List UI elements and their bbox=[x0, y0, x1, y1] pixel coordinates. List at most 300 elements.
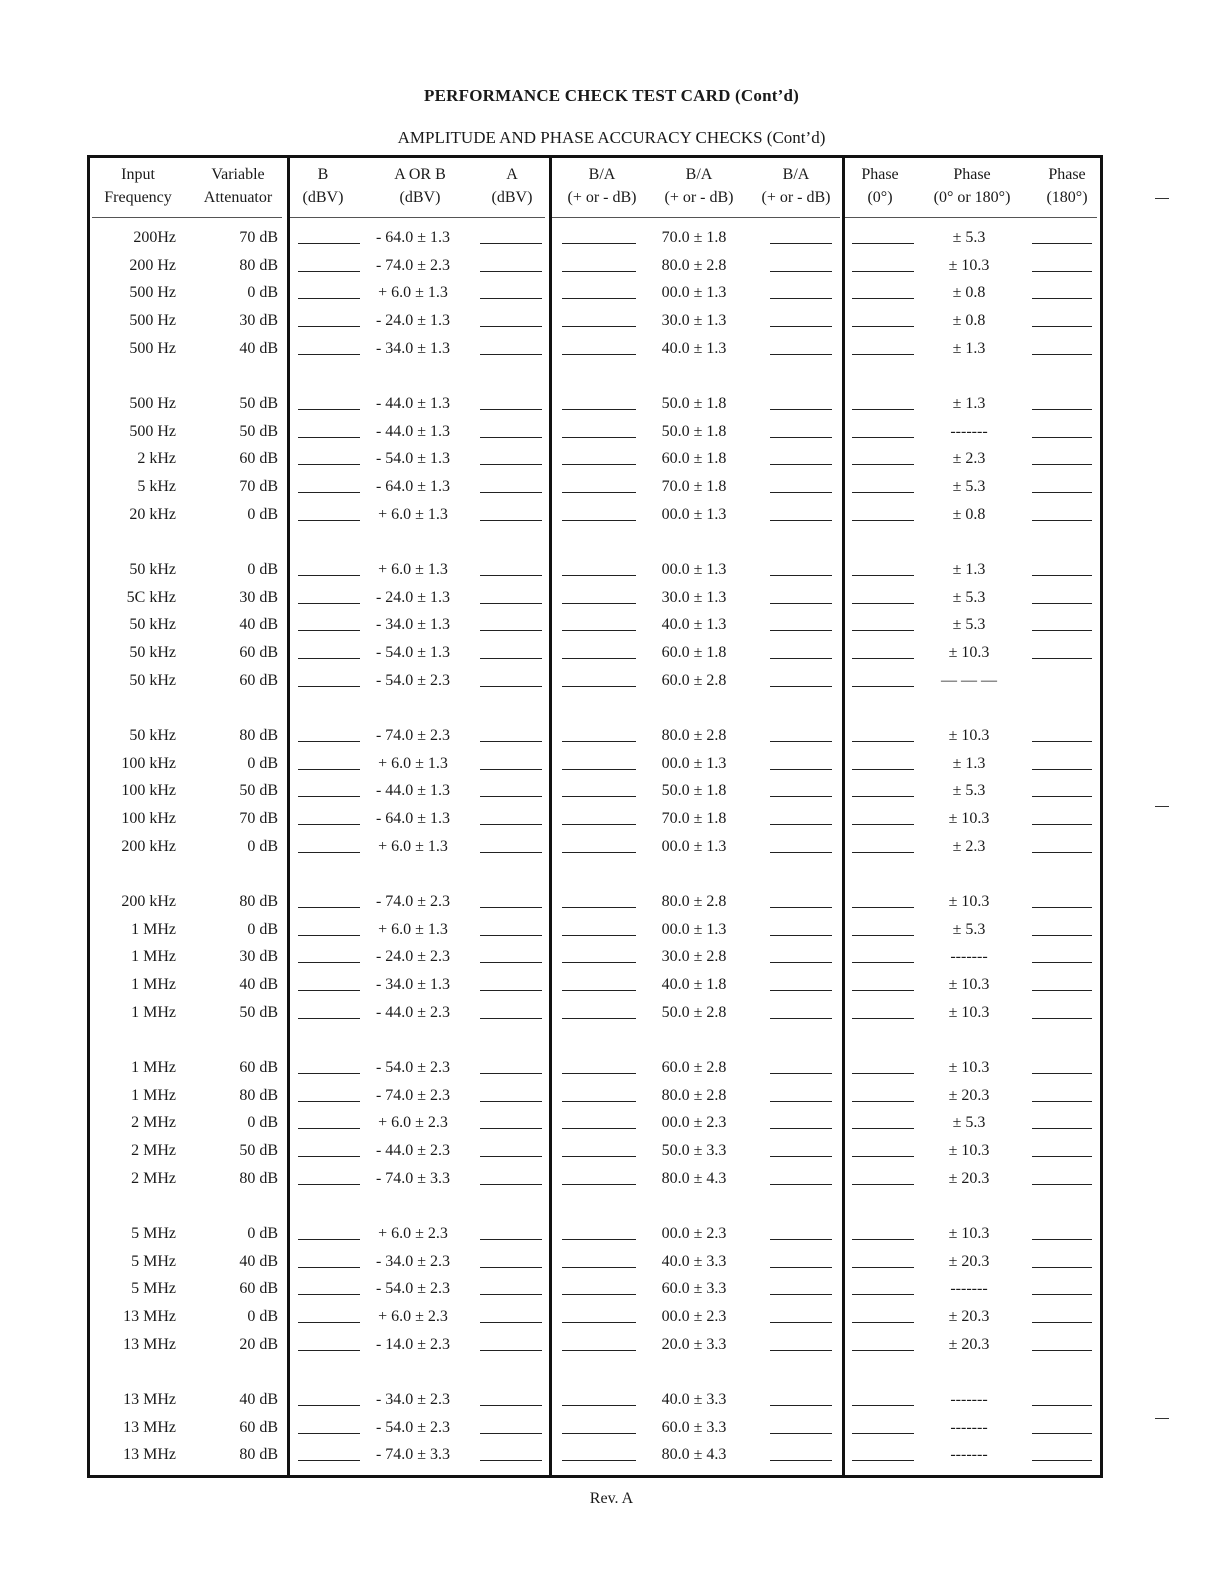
input-frequency-cell: 50 kHz bbox=[129, 671, 176, 689]
entry-blank-line[interactable] bbox=[852, 520, 914, 522]
table-row bbox=[90, 224, 1100, 251]
entry-blank-line[interactable] bbox=[852, 962, 914, 964]
entry-blank-line[interactable] bbox=[480, 741, 542, 743]
entry-blank-line[interactable] bbox=[562, 1128, 636, 1130]
entry-blank-line[interactable] bbox=[480, 1156, 542, 1158]
table-row bbox=[90, 390, 1100, 417]
a-or-b-value-cell: - 44.0 ± 2.3 bbox=[375, 1003, 451, 1021]
entry-blank-line[interactable] bbox=[770, 1239, 832, 1241]
a-or-b-value-cell: - 24.0 ± 1.3 bbox=[375, 588, 451, 606]
entry-blank-line[interactable] bbox=[852, 437, 914, 439]
a-or-b-value-cell: + 6.0 ± 1.3 bbox=[378, 505, 448, 523]
attenuator-cell: 80 dB bbox=[239, 893, 278, 910]
entry-blank-line[interactable] bbox=[1032, 1018, 1092, 1020]
entry-blank-line[interactable] bbox=[852, 298, 914, 300]
entry-blank-line[interactable] bbox=[298, 1156, 360, 1158]
entry-blank-line[interactable] bbox=[1032, 326, 1092, 328]
entry-blank-line[interactable] bbox=[770, 1433, 832, 1435]
entry-blank-line[interactable] bbox=[1032, 852, 1092, 854]
entry-blank-line[interactable] bbox=[480, 935, 542, 937]
entry-blank-line[interactable] bbox=[480, 492, 542, 494]
entry-blank-line[interactable] bbox=[770, 1018, 832, 1020]
ba-value-cell: 40.0 ± 3.3 bbox=[661, 1252, 727, 1270]
entry-blank-line[interactable] bbox=[562, 686, 636, 688]
table-row bbox=[90, 722, 1100, 749]
entry-blank-line[interactable] bbox=[770, 769, 832, 771]
input-frequency-cell: 50 kHz bbox=[129, 561, 176, 578]
entry-blank-line[interactable] bbox=[480, 1267, 542, 1269]
entry-blank-line[interactable] bbox=[770, 1184, 832, 1186]
entry-blank-line[interactable] bbox=[298, 1128, 360, 1130]
table-row bbox=[90, 1303, 1100, 1330]
entry-blank-line[interactable] bbox=[562, 354, 636, 356]
entry-blank-line[interactable] bbox=[770, 824, 832, 826]
attenuator-cell: 40 dB bbox=[239, 1391, 278, 1408]
entry-blank-line[interactable] bbox=[480, 437, 542, 439]
entry-blank-line[interactable] bbox=[770, 1460, 832, 1462]
entry-blank-line[interactable] bbox=[298, 326, 360, 328]
entry-blank-line[interactable] bbox=[562, 769, 636, 771]
entry-blank-line[interactable] bbox=[770, 437, 832, 439]
entry-blank-line[interactable] bbox=[770, 935, 832, 937]
a-or-b-value-cell: - 34.0 ± 2.3 bbox=[375, 1391, 451, 1408]
entry-blank-line[interactable] bbox=[852, 1322, 914, 1324]
ba-value-cell: 30.0 ± 1.3 bbox=[661, 312, 727, 330]
entry-blank-line[interactable] bbox=[480, 1433, 542, 1435]
entry-blank-line[interactable] bbox=[1032, 1405, 1092, 1407]
entry-blank-line[interactable] bbox=[1032, 354, 1092, 356]
ba-value-cell: 70.0 ± 1.8 bbox=[661, 229, 727, 246]
entry-blank-line[interactable] bbox=[1032, 769, 1092, 771]
attenuator-cell: 0 dB bbox=[247, 284, 278, 302]
phase-value-cell: ± 0.8 bbox=[952, 284, 986, 302]
entry-blank-line[interactable] bbox=[480, 1128, 542, 1130]
entry-blank-line[interactable] bbox=[298, 409, 360, 411]
entry-blank-line[interactable] bbox=[298, 962, 360, 964]
entry-blank-line[interactable] bbox=[1032, 1184, 1092, 1186]
entry-blank-line[interactable] bbox=[298, 1101, 360, 1103]
entry-blank-line[interactable] bbox=[480, 1184, 542, 1186]
entry-blank-line[interactable] bbox=[852, 630, 914, 632]
entry-blank-line[interactable] bbox=[562, 409, 636, 411]
entry-blank-line[interactable] bbox=[562, 796, 636, 798]
entry-blank-line[interactable] bbox=[562, 1018, 636, 1020]
entry-blank-line[interactable] bbox=[480, 630, 542, 632]
entry-blank-line[interactable] bbox=[1032, 990, 1092, 992]
entry-blank-line[interactable] bbox=[298, 354, 360, 356]
entry-blank-line[interactable] bbox=[298, 1460, 360, 1462]
entry-blank-line[interactable] bbox=[852, 907, 914, 909]
entry-blank-line[interactable] bbox=[480, 603, 542, 605]
entry-blank-line[interactable] bbox=[770, 298, 832, 300]
entry-blank-line[interactable] bbox=[480, 326, 542, 328]
phase-value-cell: ± 10.3 bbox=[948, 1003, 990, 1021]
margin-mark bbox=[1155, 806, 1169, 807]
phase-value-cell: ± 20.3 bbox=[948, 1169, 990, 1187]
ba-value-cell: 50.0 ± 2.8 bbox=[661, 1003, 727, 1021]
entry-blank-line[interactable] bbox=[1032, 603, 1092, 605]
entry-blank-line[interactable] bbox=[298, 658, 360, 660]
entry-blank-line[interactable] bbox=[480, 907, 542, 909]
a-or-b-value-cell: - 44.0 ± 1.3 bbox=[375, 782, 451, 800]
entry-blank-line[interactable] bbox=[852, 1156, 914, 1158]
entry-blank-line[interactable] bbox=[298, 243, 360, 245]
entry-blank-line[interactable] bbox=[298, 852, 360, 854]
entry-blank-line[interactable] bbox=[298, 575, 360, 577]
entry-blank-line[interactable] bbox=[298, 741, 360, 743]
entry-blank-line[interactable] bbox=[770, 962, 832, 964]
entry-blank-line[interactable] bbox=[852, 1405, 914, 1407]
table-row bbox=[90, 1275, 1100, 1302]
entry-blank-line[interactable] bbox=[562, 824, 636, 826]
entry-blank-line[interactable] bbox=[298, 769, 360, 771]
entry-blank-line[interactable] bbox=[770, 520, 832, 522]
entry-blank-line[interactable] bbox=[770, 409, 832, 411]
entry-blank-line[interactable] bbox=[298, 271, 360, 273]
entry-blank-line[interactable] bbox=[480, 962, 542, 964]
entry-blank-line[interactable] bbox=[298, 437, 360, 439]
entry-blank-line[interactable] bbox=[562, 1073, 636, 1075]
entry-blank-line[interactable] bbox=[852, 1101, 914, 1103]
entry-blank-line[interactable] bbox=[1032, 298, 1092, 300]
entry-blank-line[interactable] bbox=[770, 658, 832, 660]
entry-blank-line[interactable] bbox=[770, 492, 832, 494]
entry-blank-line[interactable] bbox=[480, 658, 542, 660]
entry-blank-line[interactable] bbox=[1032, 492, 1092, 494]
phase-value-cell: ------- bbox=[950, 1391, 988, 1408]
entry-blank-line[interactable] bbox=[480, 1460, 542, 1462]
entry-blank-line[interactable] bbox=[298, 907, 360, 909]
entry-blank-line[interactable] bbox=[562, 1405, 636, 1407]
entry-blank-line[interactable] bbox=[562, 990, 636, 992]
entry-blank-line[interactable] bbox=[562, 1267, 636, 1269]
entry-blank-line[interactable] bbox=[770, 1128, 832, 1130]
entry-blank-line[interactable] bbox=[480, 796, 542, 798]
entry-blank-line[interactable] bbox=[1032, 824, 1092, 826]
input-frequency-cell: 2 kHz bbox=[137, 450, 176, 468]
entry-blank-line[interactable] bbox=[562, 271, 636, 273]
entry-blank-line[interactable] bbox=[852, 769, 914, 771]
entry-blank-line[interactable] bbox=[562, 437, 636, 439]
entry-blank-line[interactable] bbox=[770, 326, 832, 328]
entry-blank-line[interactable] bbox=[852, 1267, 914, 1269]
entry-blank-line[interactable] bbox=[298, 1073, 360, 1075]
entry-blank-line[interactable] bbox=[480, 271, 542, 273]
input-frequency-cell: 50 kHz bbox=[129, 616, 176, 634]
entry-blank-line[interactable] bbox=[770, 1294, 832, 1296]
entry-blank-line[interactable] bbox=[1032, 271, 1092, 273]
entry-blank-line[interactable] bbox=[562, 962, 636, 964]
entry-blank-line[interactable] bbox=[562, 464, 636, 466]
entry-blank-line[interactable] bbox=[770, 464, 832, 466]
entry-blank-line[interactable] bbox=[852, 575, 914, 577]
entry-blank-line[interactable] bbox=[1032, 1460, 1092, 1462]
entry-blank-line[interactable] bbox=[562, 1350, 636, 1352]
attenuator-cell: 20 dB bbox=[239, 1335, 278, 1353]
entry-blank-line[interactable] bbox=[298, 935, 360, 937]
input-frequency-cell: 200 Hz bbox=[129, 256, 176, 274]
entry-blank-line[interactable] bbox=[562, 326, 636, 328]
ba-value-cell: 40.0 ± 1.8 bbox=[661, 976, 727, 994]
input-frequency-cell: 5C kHz bbox=[126, 588, 176, 606]
entry-blank-line[interactable] bbox=[1032, 1294, 1092, 1296]
entry-blank-line[interactable] bbox=[562, 603, 636, 605]
entry-blank-line[interactable] bbox=[562, 575, 636, 577]
entry-blank-line[interactable] bbox=[852, 243, 914, 245]
entry-blank-line[interactable] bbox=[298, 298, 360, 300]
entry-blank-line[interactable] bbox=[1032, 243, 1092, 245]
entry-blank-line[interactable] bbox=[298, 520, 360, 522]
entry-blank-line[interactable] bbox=[852, 1128, 914, 1130]
entry-blank-line[interactable] bbox=[480, 1322, 542, 1324]
entry-blank-line[interactable] bbox=[1032, 1322, 1092, 1324]
entry-blank-line[interactable] bbox=[852, 796, 914, 798]
entry-blank-line[interactable] bbox=[480, 1350, 542, 1352]
entry-blank-line[interactable] bbox=[770, 243, 832, 245]
entry-blank-line[interactable] bbox=[770, 1267, 832, 1269]
entry-blank-line[interactable] bbox=[1032, 1128, 1092, 1130]
entry-blank-line[interactable] bbox=[562, 298, 636, 300]
entry-blank-line[interactable] bbox=[562, 1239, 636, 1241]
input-frequency-cell: 13 MHz bbox=[123, 1446, 176, 1464]
attenuator-cell: 50 dB bbox=[239, 1003, 278, 1021]
entry-blank-line[interactable] bbox=[562, 1156, 636, 1158]
entry-blank-line[interactable] bbox=[852, 990, 914, 992]
entry-blank-line[interactable] bbox=[1032, 962, 1092, 964]
entry-blank-line[interactable] bbox=[298, 1184, 360, 1186]
entry-blank-line[interactable] bbox=[562, 243, 636, 245]
entry-blank-line[interactable] bbox=[770, 741, 832, 743]
entry-blank-line[interactable] bbox=[852, 658, 914, 660]
entry-blank-line[interactable] bbox=[298, 796, 360, 798]
entry-blank-line[interactable] bbox=[1032, 935, 1092, 937]
entry-blank-line[interactable] bbox=[770, 907, 832, 909]
phase-value-cell: ± 2.3 bbox=[952, 837, 986, 855]
table-row bbox=[90, 999, 1100, 1026]
entry-blank-line[interactable] bbox=[480, 354, 542, 356]
entry-blank-line[interactable] bbox=[852, 1018, 914, 1020]
a-or-b-value-cell: + 6.0 ± 1.3 bbox=[378, 920, 448, 938]
phase-value-cell: ± 10.3 bbox=[948, 1142, 990, 1160]
entry-blank-line[interactable] bbox=[480, 1073, 542, 1075]
entry-blank-line[interactable] bbox=[1032, 630, 1092, 632]
ba-value-cell: 50.0 ± 1.8 bbox=[661, 395, 727, 412]
entry-blank-line[interactable] bbox=[298, 686, 360, 688]
entry-blank-line[interactable] bbox=[298, 1267, 360, 1269]
phase-value-cell: ± 0.8 bbox=[952, 312, 986, 330]
entry-blank-line[interactable] bbox=[480, 464, 542, 466]
entry-blank-line[interactable] bbox=[1032, 741, 1092, 743]
a-or-b-value-cell: - 34.0 ± 1.3 bbox=[375, 976, 451, 994]
entry-blank-line[interactable] bbox=[852, 354, 914, 356]
entry-blank-line[interactable] bbox=[480, 409, 542, 411]
entry-blank-line[interactable] bbox=[1032, 796, 1092, 798]
entry-blank-line[interactable] bbox=[770, 796, 832, 798]
entry-blank-line[interactable] bbox=[1032, 575, 1092, 577]
entry-blank-line[interactable] bbox=[852, 1294, 914, 1296]
entry-blank-line[interactable] bbox=[480, 1101, 542, 1103]
ba-value-cell: 30.0 ± 1.3 bbox=[661, 588, 727, 606]
entry-blank-line[interactable] bbox=[562, 492, 636, 494]
entry-blank-line[interactable] bbox=[298, 990, 360, 992]
entry-blank-line[interactable] bbox=[770, 575, 832, 577]
entry-blank-line[interactable] bbox=[480, 1405, 542, 1407]
entry-blank-line[interactable] bbox=[480, 686, 542, 688]
attenuator-cell: 80 dB bbox=[239, 256, 278, 274]
entry-blank-line[interactable] bbox=[852, 492, 914, 494]
entry-blank-line[interactable] bbox=[480, 990, 542, 992]
entry-blank-line[interactable] bbox=[1032, 907, 1092, 909]
ba-value-cell: 70.0 ± 1.8 bbox=[661, 478, 727, 496]
entry-blank-line[interactable] bbox=[480, 1294, 542, 1296]
entry-blank-line[interactable] bbox=[562, 1294, 636, 1296]
entry-blank-line[interactable] bbox=[1032, 437, 1092, 439]
entry-blank-line[interactable] bbox=[1032, 1267, 1092, 1269]
entry-blank-line[interactable] bbox=[298, 824, 360, 826]
entry-blank-line[interactable] bbox=[298, 464, 360, 466]
phase-value-cell: ± 5.3 bbox=[952, 588, 986, 606]
entry-blank-line[interactable] bbox=[298, 1433, 360, 1435]
entry-blank-line[interactable] bbox=[1032, 1239, 1092, 1241]
entry-blank-line[interactable] bbox=[562, 1101, 636, 1103]
entry-blank-line[interactable] bbox=[562, 658, 636, 660]
entry-blank-line[interactable] bbox=[770, 1073, 832, 1075]
attenuator-cell: 70 dB bbox=[239, 810, 278, 828]
input-frequency-cell: 500 Hz bbox=[129, 395, 176, 412]
entry-blank-line[interactable] bbox=[1032, 520, 1092, 522]
entry-blank-line[interactable] bbox=[1032, 1433, 1092, 1435]
entry-blank-line[interactable] bbox=[1032, 658, 1092, 660]
entry-blank-line[interactable] bbox=[1032, 1101, 1092, 1103]
a-or-b-value-cell: + 6.0 ± 1.3 bbox=[378, 284, 448, 302]
entry-blank-line[interactable] bbox=[852, 1433, 914, 1435]
attenuator-cell: 50 dB bbox=[239, 782, 278, 800]
entry-blank-line[interactable] bbox=[562, 907, 636, 909]
entry-blank-line[interactable] bbox=[852, 1350, 914, 1352]
entry-blank-line[interactable] bbox=[1032, 1156, 1092, 1158]
entry-blank-line[interactable] bbox=[298, 1239, 360, 1241]
input-frequency-cell: 500 Hz bbox=[129, 339, 176, 357]
entry-blank-line[interactable] bbox=[770, 686, 832, 688]
entry-blank-line[interactable] bbox=[770, 354, 832, 356]
entry-blank-line[interactable] bbox=[562, 935, 636, 937]
input-frequency-cell: 13 MHz bbox=[123, 1391, 176, 1408]
entry-blank-line[interactable] bbox=[770, 1322, 832, 1324]
ba-value-cell: 50.0 ± 1.8 bbox=[661, 782, 727, 800]
input-frequency-cell: 500 Hz bbox=[129, 312, 176, 330]
entry-blank-line[interactable] bbox=[1032, 409, 1092, 411]
entry-blank-line[interactable] bbox=[562, 1460, 636, 1462]
entry-blank-line[interactable] bbox=[770, 271, 832, 273]
entry-blank-line[interactable] bbox=[770, 1405, 832, 1407]
attenuator-cell: 30 dB bbox=[239, 312, 278, 330]
entry-blank-line[interactable] bbox=[480, 520, 542, 522]
entry-blank-line[interactable] bbox=[480, 852, 542, 854]
entry-blank-line[interactable] bbox=[770, 852, 832, 854]
a-or-b-value-cell: - 24.0 ± 1.3 bbox=[375, 312, 451, 330]
entry-blank-line[interactable] bbox=[562, 520, 636, 522]
table-row bbox=[90, 556, 1100, 583]
ba-value-cell: 80.0 ± 4.3 bbox=[661, 1169, 727, 1187]
entry-blank-line[interactable] bbox=[852, 464, 914, 466]
attenuator-cell: 80 dB bbox=[239, 1169, 278, 1187]
phase-value-cell: ± 10.3 bbox=[948, 810, 990, 828]
entry-blank-line[interactable] bbox=[298, 492, 360, 494]
entry-blank-line[interactable] bbox=[852, 603, 914, 605]
ba-value-cell: 00.0 ± 2.3 bbox=[661, 1308, 727, 1326]
entry-blank-line[interactable] bbox=[480, 824, 542, 826]
entry-blank-line[interactable] bbox=[852, 1184, 914, 1186]
test-card-table bbox=[87, 155, 1103, 1478]
entry-blank-line[interactable] bbox=[562, 630, 636, 632]
table-row bbox=[90, 1386, 1100, 1413]
entry-blank-line[interactable] bbox=[480, 1018, 542, 1020]
entry-blank-line[interactable] bbox=[298, 630, 360, 632]
entry-blank-line[interactable] bbox=[298, 1350, 360, 1352]
entry-blank-line[interactable] bbox=[852, 741, 914, 743]
input-frequency-cell: 20 kHz bbox=[129, 505, 176, 523]
entry-blank-line[interactable] bbox=[562, 852, 636, 854]
entry-blank-line[interactable] bbox=[562, 1184, 636, 1186]
entry-blank-line[interactable] bbox=[298, 603, 360, 605]
entry-blank-line[interactable] bbox=[562, 1322, 636, 1324]
entry-blank-line[interactable] bbox=[480, 243, 542, 245]
a-or-b-value-cell: + 6.0 ± 1.3 bbox=[378, 754, 448, 772]
entry-blank-line[interactable] bbox=[1032, 1350, 1092, 1352]
header-a-or-b-dbv: A OR B (dBV) bbox=[394, 166, 446, 206]
entry-blank-line[interactable] bbox=[852, 686, 914, 688]
entry-blank-line[interactable] bbox=[770, 990, 832, 992]
entry-blank-line[interactable] bbox=[480, 769, 542, 771]
entry-blank-line[interactable] bbox=[852, 409, 914, 411]
entry-blank-line[interactable] bbox=[1032, 1073, 1092, 1075]
phase-value-cell: ± 10.3 bbox=[948, 644, 990, 662]
entry-blank-line[interactable] bbox=[852, 824, 914, 826]
entry-blank-line[interactable] bbox=[852, 1239, 914, 1241]
entry-blank-line[interactable] bbox=[852, 326, 914, 328]
entry-blank-line[interactable] bbox=[770, 1350, 832, 1352]
a-or-b-value-cell: - 54.0 ± 2.3 bbox=[375, 1418, 451, 1436]
entry-blank-line[interactable] bbox=[1032, 464, 1092, 466]
entry-blank-line[interactable] bbox=[480, 575, 542, 577]
attenuator-cell: 60 dB bbox=[239, 1059, 278, 1076]
entry-blank-line[interactable] bbox=[852, 852, 914, 854]
input-frequency-cell: 100 kHz bbox=[121, 810, 176, 828]
a-or-b-value-cell: - 14.0 ± 2.3 bbox=[375, 1335, 451, 1353]
a-or-b-value-cell: + 6.0 ± 2.3 bbox=[378, 1114, 448, 1132]
ba-value-cell: 70.0 ± 1.8 bbox=[661, 810, 727, 828]
entry-blank-line[interactable] bbox=[562, 1433, 636, 1435]
entry-blank-line[interactable] bbox=[852, 271, 914, 273]
entry-blank-line[interactable] bbox=[298, 1322, 360, 1324]
entry-blank-line[interactable] bbox=[770, 630, 832, 632]
table-row bbox=[90, 1414, 1100, 1441]
entry-blank-line[interactable] bbox=[298, 1018, 360, 1020]
entry-blank-line[interactable] bbox=[480, 1239, 542, 1241]
attenuator-cell: 0 dB bbox=[247, 505, 278, 523]
entry-blank-line[interactable] bbox=[480, 298, 542, 300]
entry-blank-line[interactable] bbox=[770, 603, 832, 605]
entry-blank-line[interactable] bbox=[852, 935, 914, 937]
entry-blank-line[interactable] bbox=[852, 1460, 914, 1462]
entry-blank-line[interactable] bbox=[298, 1405, 360, 1407]
table-row bbox=[90, 777, 1100, 804]
entry-blank-line[interactable] bbox=[298, 1294, 360, 1296]
entry-blank-line[interactable] bbox=[852, 1073, 914, 1075]
entry-blank-line[interactable] bbox=[770, 1101, 832, 1103]
entry-blank-line[interactable] bbox=[562, 741, 636, 743]
entry-blank-line[interactable] bbox=[770, 1156, 832, 1158]
